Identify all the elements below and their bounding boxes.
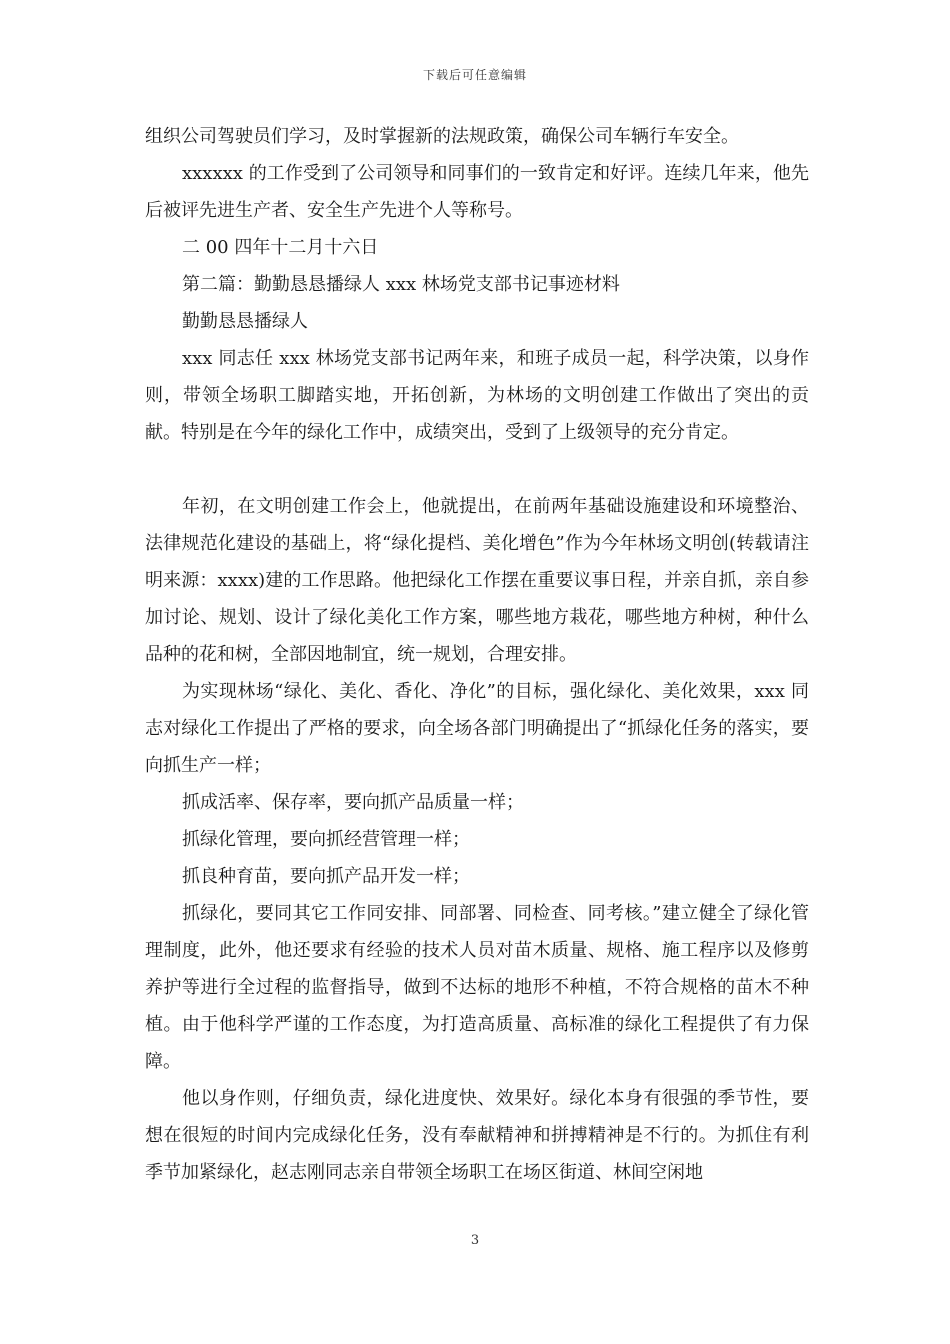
- paragraph-management: 抓绿化管理，要向抓经营管理一样；: [182, 829, 470, 850]
- paragraph-survival-rate: 抓成活率、保存率，要向抓产品质量一样；: [182, 792, 524, 813]
- paragraph-example: 他以身作则，仔细负责，绿化进度快、效果好。绿化本身有很强的季节性，要想在很短的时间内完成绿化任务，没有奉献精神和拼搏精神是不行的。为抓住有利季节加紧绿化，赵志刚同志亲自带领全场职工在场区街道、林间空闲地: [145, 1088, 809, 1183]
- paragraph-continuation: 组织公司驾驶员们学习，及时掌握新的法规政策，确保公司车辆行车安全。: [145, 126, 739, 147]
- paragraph-intro: xxx 同志任 xxx 林场党支部书记两年来，和班子成员一起，科学决策，以身作则，带领全场职工脚踏实地，开拓创新，为林场的文明创建工作做出了突出的贡献。特别是在今年的绿化工作中，成绩突出，受到了上级领导的充分肯定。: [145, 348, 809, 443]
- paragraph-system: 抓绿化，要同其它工作同安排、同部署、同检查、同考核。”建立健全了绿化管理制度，此外，他还要求有经验的技术人员对苗木质量、规格、施工程序以及修剪养护等进行全过程的监督指导，做到不达标的地形不种植，不符合规格的苗木不种植。由于他科学严谨的工作态度，为打造高质量、高标准的绿化工程提供了有力保障。: [145, 903, 809, 1072]
- page-number: 3: [470, 1233, 480, 1248]
- page-header: 下载后可任意编辑: [422, 68, 527, 82]
- paragraph-seedlings: 抓良种育苗，要向抓产品开发一样；: [182, 866, 470, 887]
- paragraph-plan: 年初，在文明创建工作会上，他就提出，在前两年基础设施建设和环境整治、法律规范化建设的基础上，将“绿化提档、美化增色”作为今年林场文明创(转载请注明来源：xxxx)建的工作思路。他把绿化工作摆在重要议事日程，并亲自抓，亲自参加讨论、规划、设计了绿化美化工作方案，哪些地方栽花，哪些地方种树，种什么品种的花和树，全部因地制宜，统一规划，合理安排。: [145, 496, 809, 665]
- paragraph-praise: xxxxxx 的工作受到了公司领导和同事们的一致肯定和好评。连续几年来，他先后被评先进生产者、安全生产先进个人等称号。: [145, 163, 809, 221]
- section-title: 第二篇：勤勤恳恳播绿人 xxx 林场党支部书记事迹材料: [182, 274, 620, 295]
- paragraph-date: 二 00 四年十二月十六日: [182, 237, 379, 258]
- article-title: 勤勤恳恳播绿人: [182, 311, 308, 332]
- paragraph-goals: 为实现林场“绿化、美化、香化、净化”的目标，强化绿化、美化效果，xxx 同志对绿化工作提出了严格的要求，向全场各部门明确提出了“抓绿化任务的落实，要向抓生产一样；: [145, 681, 809, 776]
- document-body: [145, 118, 809, 1191]
